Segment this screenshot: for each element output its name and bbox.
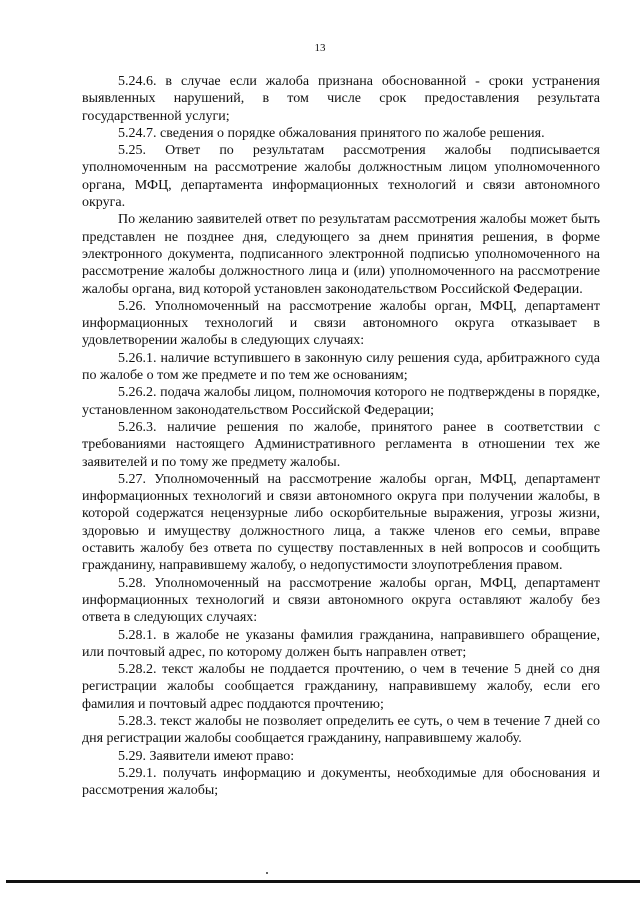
paragraph: 5.28.2. текст жалобы не поддается прочтению, о чем в течение 5 дней со дня регистрации жалобы сообщается гражданину, направившему жалобу, если его фамилия и почтовый адрес поддаются прочтению; — [82, 662, 600, 712]
paragraph: 5.27. Уполномоченный на рассмотрение жалобы орган, МФЦ, департамент информационных технологий и связи автономного округа при получении жалобы, в которой содержатся нецензурные либо оскорбительные выражения, угрозы жизни, здоровью и имуществу должностного лица, а также членов его семьи, вправе оставить жалобу без ответа по существу поставленных в ней вопросов и сообщить гражданину, направившему жалобу, о недопустимости злоупотребления правом. — [82, 471, 600, 574]
paragraph: 5.24.7. сведения о порядке обжалования принятого по жалобе решения. — [118, 125, 545, 141]
paragraph: 5.28.3. текст жалобы не позволяет определить ее суть, о чем в течение 7 дней со дня регистрации жалобы сообщается гражданину, направившему жалобу. — [82, 713, 600, 747]
bottom-scan-edge — [6, 880, 640, 883]
paragraph: 5.29. Заявители имеют право: — [118, 748, 295, 764]
paragraph: 5.28. Уполномоченный на рассмотрение жалобы орган, МФЦ, департамент информационных технологий и связи автономного округа оставляют жалобу без ответа в следующих случаях: — [82, 575, 600, 626]
scan-speck — [266, 872, 268, 874]
paragraph: 5.26.2. подача жалобы лицом, полномочия которого не подтверждены в порядке, установленном законодательством Российской Федерации; — [82, 385, 600, 418]
paragraph: 5.28.1. в жалобе не указаны фамилия гражданина, направившего обращение, или почтовый адрес, по которому должен быть направлен ответ; — [82, 627, 600, 660]
paragraph: 5.26.1. наличие вступившего в законную силу решения суда, арбитражного суда по жалобе о том же предмете и по тем же основаниям; — [82, 350, 600, 384]
paragraph: 5.26. Уполномоченный на рассмотрение жалобы орган, МФЦ, департамент информационных технологий и связи автономного округа отказывает в удовлетворении жалобы в следующих случаях: — [82, 298, 600, 349]
paragraph: 5.25. Ответ по результатам рассмотрения жалобы подписывается уполномоченным на рассмотрение жалобы должностным лицом уполномоченного органа, МФЦ, департамента информационных технологий и связи автономного округа. — [82, 143, 600, 211]
paragraph: 5.26.3. наличие решения по жалобе, принятого ранее в соответствии с требованиями настоящего Административного регламента в отношении тех же заявителей и по тому же предмету жалобы. — [82, 419, 600, 470]
paragraph: По желанию заявителей ответ по результатам рассмотрения жалобы может быть представлен не позднее дня, следующего за днем принятия решения, в форме электронного документа, подписанного электронной подписью уполномоченного на рассмотрение жалобы должностного лица и (или) уполномоченного на рассмотрение жалобы органа, вид которой установлен законодательством Российской Федерации. — [82, 212, 600, 297]
document-body — [82, 73, 600, 799]
paragraph: 5.24.6. в случае если жалоба признана обоснованной - сроки устранения выявленных нарушений, в том числе срок предоставления результата государственной услуги; — [82, 74, 600, 124]
paragraph: 5.29.1. получать информацию и документы, необходимые для обоснования и рассмотрения жалобы; — [82, 765, 600, 799]
page-number: 13 — [314, 42, 326, 54]
